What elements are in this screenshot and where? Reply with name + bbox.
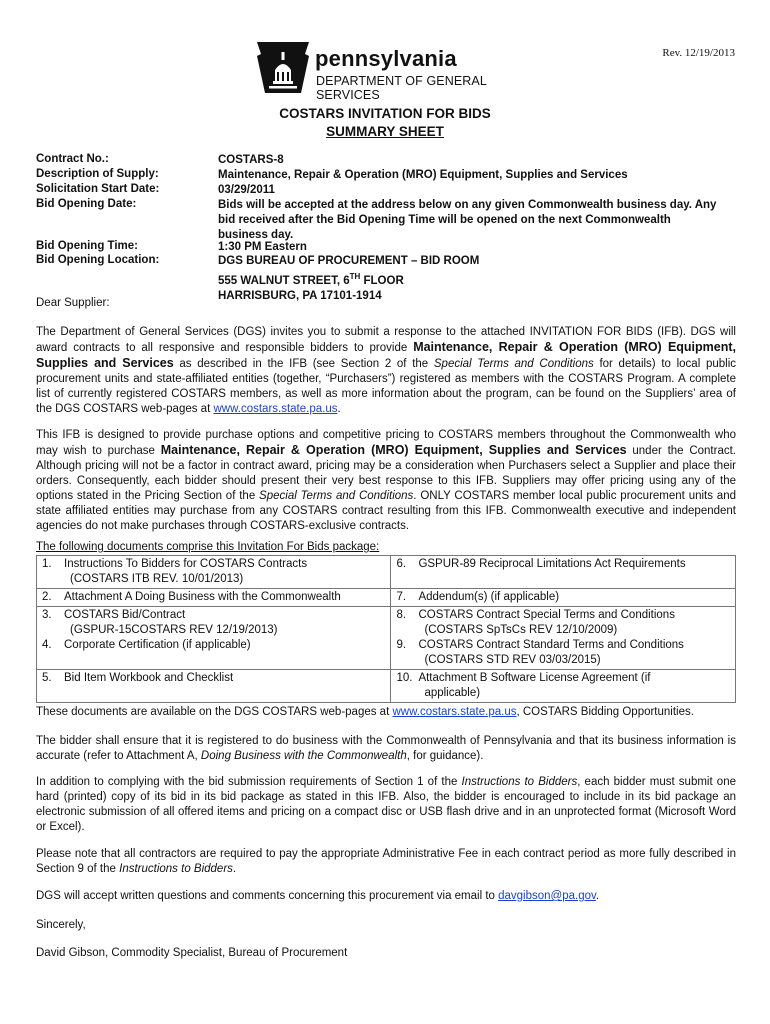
email-link[interactable]: davgibson@pa.gov xyxy=(498,890,596,902)
start-date-value: 03/29/2011 xyxy=(218,184,275,196)
document-item: 8. COSTARS Contract Special Terms and Conditions (COSTARS SpTsCs REV 12/10/2009) 9. COSTARS Contract Standard Terms and Conditions (COSTARS STD REV 03/03/2015) xyxy=(391,607,736,670)
location-line-3: HARRISBURG, PA 17101-1914 xyxy=(218,289,382,302)
pa-dgs-logo xyxy=(255,40,525,102)
opening-date-label: Bid Opening Date: xyxy=(36,198,137,210)
document-item: 10. Attachment B Software License Agreement (if applicable) xyxy=(391,670,736,703)
document-item: 2. Attachment A Doing Business with the Commonwealth xyxy=(37,589,391,607)
location-line-1: DGS BUREAU OF PROCUREMENT – BID ROOM xyxy=(218,255,480,267)
paragraph-3: These documents are available on the DGS COSTARS web-pages at www.costars.state.pa.us, COSTARS Bidding Opportunities. xyxy=(36,706,694,718)
page-subtitle: SUMMARY SHEET xyxy=(326,124,444,139)
description-label: Description of Supply: xyxy=(36,168,159,180)
paragraph-2: This IFB is designed to provide purchase options and competitive pricing to COSTARS members throughout the Commonwealth who may wish to purchase Maintenance, Repair & Operation (MRO) Equipment, Supplies and Services under the Contract. Although pricing will not be a factor in contract award, pricing may be a consideration when Purchasers select a Supplier and place their orders. Consequently, each bidder should present their very best response to this IFB. Suppliers may offer pricing using any of the options stated in the Pricing Section of the Special Terms and Conditions. ONLY COSTARS member local public procurement units and state affiliated entities may purchase from any COSTARS contract resulting from this IFB. Commonwealth executive and independent agencies do not make purchases through COSTARS-exclusive contracts. xyxy=(36,429,736,532)
logo-department: DEPARTMENT OF GENERAL SERVICES xyxy=(316,74,487,102)
paragraph-1: The Department of General Services (DGS) invites you to submit a response to the attached INVITATION FOR BIDS (IFB). DGS will award contracts to all responsive and responsible bidders to provide Maintenance, Repair & Operation (MRO) Equipment, Supplies and Services as described in the IFB (see Section 2 of the Special Terms and Conditions for details) to local public procurement units and state-affiliated entities (together, “Purchasers”) registered as members with the COSTARS Program. A complete list of currently registered COSTARS members, as well as more information about the program, can be found on the Suppliers’ area of the DGS COSTARS web-pages at www.costars.state.pa.us. xyxy=(36,326,737,415)
closing: Sincerely, xyxy=(36,919,86,931)
signature: David Gibson, Commodity Specialist, Bureau of Procurement xyxy=(36,947,348,959)
location-line-2: 555 WALNUT STREET, 6TH FLOOR xyxy=(218,272,404,287)
page-title: COSTARS INVITATION FOR BIDS xyxy=(279,106,491,121)
opening-time-label: Bid Opening Time: xyxy=(36,240,139,252)
costars-link-2[interactable]: www.costars.state.pa.us xyxy=(392,706,517,718)
document-item: 5. Bid Item Workbook and Checklist xyxy=(37,670,391,703)
revision-date: Rev. 12/19/2013 xyxy=(662,47,735,59)
document-item: 1. Instructions To Bidders for COSTARS Contracts (COSTARS ITB REV. 10/01/2013) xyxy=(37,556,391,589)
costars-link-1[interactable]: www.costars.state.pa.us xyxy=(213,403,338,415)
opening-time-value: 1:30 PM Eastern xyxy=(218,241,307,253)
paragraph-7: DGS will accept written questions and comments concerning this procurement via email to davgibson@pa.gov. xyxy=(36,890,600,902)
document-item: 3. COSTARS Bid/Contract (GSPUR-15COSTARS REV 12/19/2013) 4. Corporate Certification (if applicable) xyxy=(37,607,391,670)
description-value: Maintenance, Repair & Operation (MRO) Equipment, Supplies and Services xyxy=(218,169,628,181)
opening-date-value: Bids will be accepted at the address below on any given Commonwealth business day. Any bid received after the Bid Opening Time will be opened on the next Commonwealth business day. xyxy=(218,199,717,241)
start-date-label: Solicitation Start Date: xyxy=(36,183,160,195)
paragraph-5: In addition to complying with the bid submission requirements of Section 1 of the Instructions to Bidders, each bidder must submit one hard (printed) copy of its bid in its bid package as stated in this IFB. Also, the bidder is encouraged to include in its bid package an electronic submission of all offered items and pricing on a compact disc or USB flash drive and in an unprotected format (Microsoft Word or Excel). xyxy=(36,776,736,833)
contract-no-value: COSTARS-8 xyxy=(218,154,284,166)
document-item: 7. Addendum(s) (if applicable) xyxy=(391,589,736,607)
document-item: 6. GSPUR-89 Reciprocal Limitations Act Requirements xyxy=(391,556,736,589)
paragraph-6: Please note that all contractors are required to pay the appropriate Administrative Fee in each contract period as more fully described in Section 9 of the Instructions to Bidders. xyxy=(36,848,736,875)
salutation: Dear Supplier: xyxy=(36,297,110,309)
paragraph-4: The bidder shall ensure that it is registered to do business with the Commonwealth of Pennsylvania and that its business information is accurate (refer to Attachment A, Doing Business with the Commonwealth, for guidance). xyxy=(36,735,736,762)
keystone-capitol-icon xyxy=(255,40,311,95)
contract-no-label: Contract No.: xyxy=(36,153,109,165)
opening-location-label: Bid Opening Location: xyxy=(36,254,160,266)
documents-intro: The following documents comprise this Invitation For Bids package: xyxy=(36,541,380,553)
documents-table xyxy=(36,555,736,703)
logo-wordmark: pennsylvania xyxy=(315,46,457,71)
